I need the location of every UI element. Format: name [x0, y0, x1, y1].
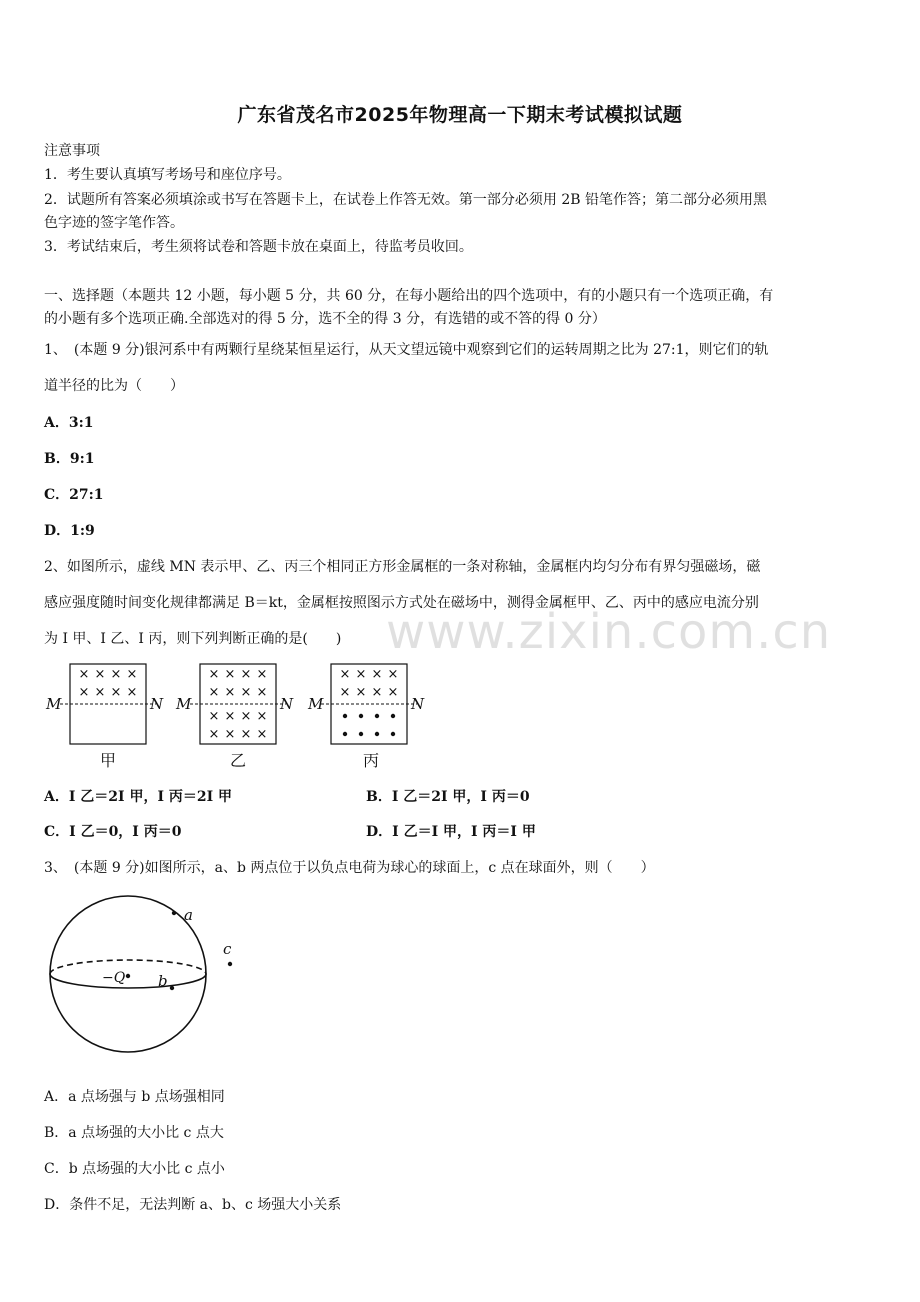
svg-text:×: × [110, 667, 122, 682]
page-title: 广东省茂名市2025年物理高一下期末考试模拟试题 [237, 104, 683, 126]
q1-option-d: D．1:9 [44, 523, 95, 539]
q1-stem-cont: 道半径的比为（ ） [44, 378, 184, 394]
label-m: M [176, 695, 192, 713]
label-m: M [46, 695, 62, 713]
svg-text:×: × [94, 667, 106, 682]
q2-stem-cont: 感应强度随时间变化规律都满足 B＝kt，金属框按照图示方式处在磁场中，测得金属框甲、乙、丙中的感应电流分别 [44, 595, 759, 611]
notice-heading: 注意事项 [44, 143, 100, 159]
frame-jia [45, 664, 164, 770]
svg-text:×: × [240, 709, 252, 724]
q3-option-a: A．a 点场强与 b 点场强相同 [44, 1089, 225, 1105]
notice-item: 3．考试结束后，考生须将试卷和答题卡放在桌面上，待监考员收回。 [44, 239, 473, 255]
svg-text:×: × [256, 685, 268, 700]
q1-option-c: C．27:1 [44, 487, 104, 503]
svg-text:×: × [224, 685, 236, 700]
section-heading: 一、选择题（本题共 12 小题，每小题 5 分，共 60 分，在每小题给出的四个选项中，有的小题只有一个选项正确，有 [44, 288, 774, 304]
label-c: c [223, 940, 232, 958]
notice-item: 色字迹的签字笔作答。 [44, 215, 184, 231]
svg-text:×: × [387, 667, 399, 682]
label-q: −Q [102, 970, 126, 986]
q3-stem: 3、 (本题 9 分)如图所示，a、b 两点位于以负点电荷为球心的球面上，c 点在球面外，则（ ） [44, 860, 655, 876]
q2-option-b: B．I 乙＝2I 甲，I 丙＝0 [366, 789, 530, 805]
svg-text:×: × [339, 667, 351, 682]
label-a: a [184, 906, 193, 924]
svg-text:×: × [224, 709, 236, 724]
svg-text:×: × [387, 685, 399, 700]
svg-text:×: × [256, 727, 268, 742]
svg-text:×: × [339, 685, 351, 700]
q2-option-c: C．I 乙＝0，I 丙＝0 [44, 824, 182, 840]
svg-text:×: × [371, 667, 383, 682]
notice-item: 1．考生要认真填写考场号和座位序号。 [44, 167, 291, 183]
q1-stem: 1、 (本题 9 分)银河系中有两颗行星绕某恒星运行，从天文望远镜中观察到它们的运转周期之比为 27:1，则它们的轨 [44, 342, 769, 358]
frame-yi [175, 664, 294, 770]
svg-text:×: × [240, 685, 252, 700]
svg-text:×: × [371, 685, 383, 700]
q2-option-d: D．I 乙＝I 甲，I 丙＝I 甲 [366, 824, 536, 840]
q1-option-b: B．9:1 [44, 451, 95, 467]
svg-text:×: × [208, 685, 220, 700]
q2-stem: 2、如图所示，虚线 MN 表示甲、乙、丙三个相同正方形金属框的一条对称轴，金属框内均匀分布有界匀强磁场，磁 [44, 559, 761, 575]
q2-figure [40, 656, 440, 776]
svg-text:×: × [355, 685, 367, 700]
notice-item: 2．试题所有答案必须填涂或书写在答题卡上，在试卷上作答无效。第一部分必须用 2B 铅笔作答；第二部分必须用黑 [44, 192, 767, 208]
svg-text:×: × [240, 727, 252, 742]
svg-text:×: × [126, 685, 138, 700]
svg-text:×: × [78, 685, 90, 700]
q3-figure [44, 892, 254, 1062]
q1-option-a: A．3:1 [44, 415, 94, 431]
label-n: N [280, 695, 294, 713]
label-n: N [150, 695, 164, 713]
caption-jia: 甲 [99, 751, 117, 770]
q3-option-d: D．条件不足，无法判断 a、b、c 场强大小关系 [44, 1197, 342, 1213]
label-m: M [308, 695, 324, 713]
svg-text:×: × [224, 667, 236, 682]
svg-text:×: × [94, 685, 106, 700]
svg-text:×: × [126, 667, 138, 682]
q2-option-a: A．I 乙＝2I 甲，I 丙＝2I 甲 [44, 789, 233, 805]
svg-text:×: × [240, 667, 252, 682]
frame-bing [307, 664, 425, 770]
label-n: N [411, 695, 425, 713]
q2-stem-cont: 为 I 甲、I 乙、I 丙，则下列判断正确的是( ) [44, 631, 342, 647]
svg-text:×: × [110, 685, 122, 700]
svg-text:×: × [256, 667, 268, 682]
caption-yi: 乙 [229, 751, 247, 770]
svg-text:×: × [208, 727, 220, 742]
svg-text:×: × [208, 667, 220, 682]
svg-text:×: × [355, 667, 367, 682]
svg-text:×: × [78, 667, 90, 682]
label-b: b [158, 972, 168, 990]
q3-option-c: C．b 点场强的大小比 c 点小 [44, 1161, 225, 1177]
q3-option-b: B．a 点场强的大小比 c 点大 [44, 1125, 224, 1141]
svg-text:×: × [208, 709, 220, 724]
caption-bing: 丙 [362, 751, 380, 770]
section-heading-cont: 的小题有多个选项正确.全部选对的得 5 分，选不全的得 3 分，有选错的或不答的得 0 分） [44, 311, 606, 327]
svg-text:×: × [224, 727, 236, 742]
svg-text:×: × [256, 709, 268, 724]
watermark: www.zixin.com.cn [386, 604, 832, 660]
